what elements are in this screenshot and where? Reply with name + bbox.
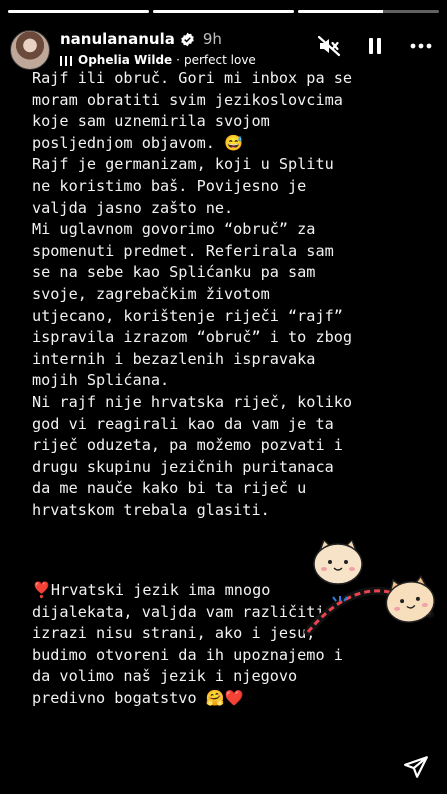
cat-headband-sticker: [288, 540, 447, 660]
progress-segment: [8, 10, 149, 13]
audio-bars-icon: [60, 55, 72, 66]
music-separator: ·: [176, 53, 180, 67]
story-progress-bar: [8, 10, 439, 13]
speaker-muted-icon[interactable]: [317, 34, 341, 58]
story-text-part-2: ❣️Hrvatski jezik ima mnogo dijalekata, valjda vam različiti izrazi nisu strani, ako i jesu, budimo otvoreni da ih upoznajemo i da volimo naš jezik i njegovo predivno bogatstvo 🤗❤️: [32, 581, 343, 707]
progress-segment: [153, 10, 294, 13]
more-dots-icon[interactable]: [409, 34, 433, 58]
progress-segment: [298, 10, 439, 13]
story-header: [10, 28, 437, 72]
user-row: [60, 30, 222, 48]
music-artist: Ophelia Wilde: [78, 53, 173, 67]
music-title: perfect love: [184, 53, 256, 67]
verified-badge-icon: [180, 32, 195, 47]
send-paper-plane-icon[interactable]: [403, 754, 429, 780]
story-controls: [317, 34, 433, 58]
story-text-part-1: Rajf ili obruč. Gori mi inbox pa se moram obratiti svim jezikoslovcima koje sam uznemirila svojom posljednjom objavom. 😅 Rajf je germanizam, koji u Splitu ne koristimo baš. Povijesno je valjda jasno zašto ne. Mi uglavnom govorimo “obruč” za spomenuti predmet. Referirala sam se na sebe kao Splićanku pa sam svoje, zagrebačkim životom utjecano, korištenje riječi “rajf” ispravila izrazom “obruč” i to zbog internih i bezazlenih ispravaka mojih Splićana. Ni rajf nije hrvatska riječ, koliko god vi reagirali kao da vam je ta riječ oduzeta, pa možemo pozvati i drugu skupinu jezičnih puritanaca da me nauče kako bi ta riječ u hrvatskom trebala glasiti.: [32, 69, 353, 519]
post-time: 9h: [202, 30, 222, 48]
music-attribution[interactable]: [60, 53, 256, 67]
username[interactable]: nanulananula: [60, 30, 175, 48]
avatar[interactable]: [10, 30, 50, 70]
pause-icon[interactable]: [363, 34, 387, 58]
